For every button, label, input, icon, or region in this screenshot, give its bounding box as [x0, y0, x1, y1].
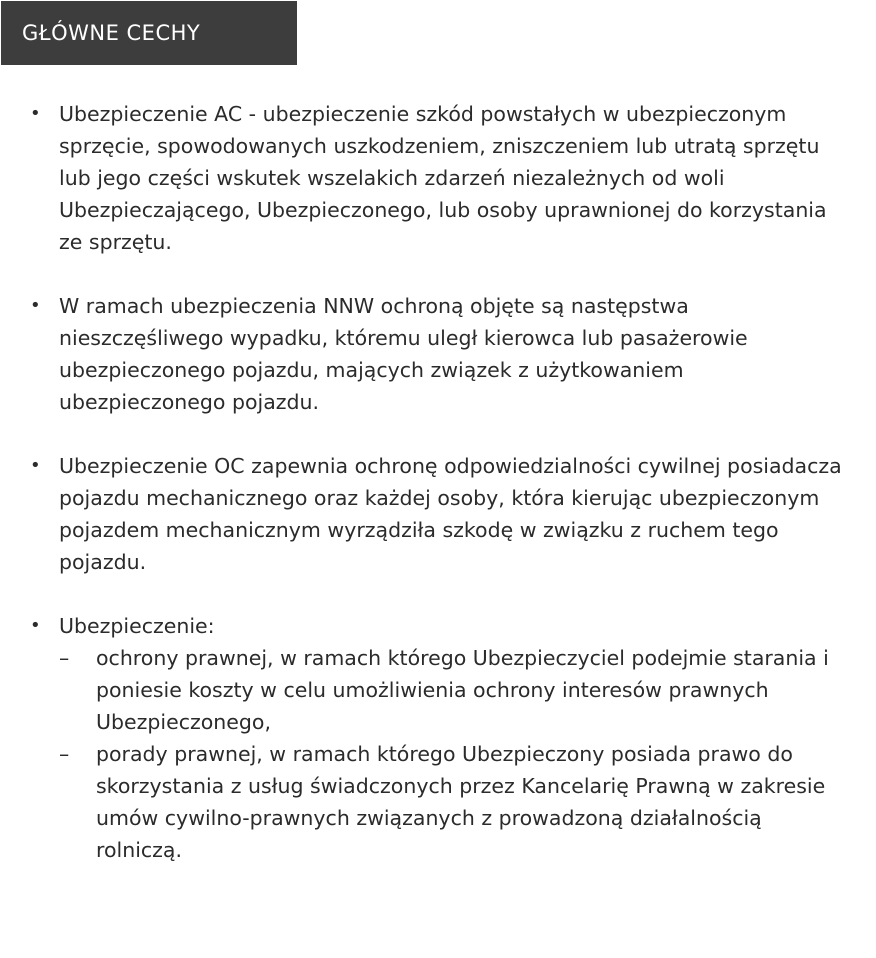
bullet-icon: •	[30, 295, 41, 316]
sub-item-text: ochrony prawnej, w ramach którego Ubezpieczyciel podejmie starania i poniesie koszty w celu umożliwienia ochrony interesów prawnych Ubezpieczonego,	[96, 646, 829, 734]
feature-item-oc	[28, 450, 848, 578]
section-header	[1, 1, 297, 65]
feature-item-legal	[28, 610, 848, 866]
bullet-icon: •	[30, 615, 41, 636]
features-content	[28, 98, 848, 866]
feature-text: Ubezpieczenie AC - ubezpieczenie szkód powstałych w ubezpieczonym sprzęcie, spowodowanych uszkodzeniem, zniszczeniem lub utratą sprzętu lub jego części wskutek wszelakich zdarzeń niezależnych od woli Ubezpieczającego, Ubezpieczonego, lub osoby uprawnionej do korzystania ze sprzętu.	[59, 102, 827, 254]
feature-item-ac	[28, 98, 848, 258]
sub-item-text: porady prawnej, w ramach którego Ubezpieczony posiada prawo do skorzystania z usług świadczonych przez Kancelarię Prawną w zakresie umów cywilno-prawnych związanych z prowadzoną działalnością rolniczą.	[96, 742, 826, 862]
bullet-icon: •	[30, 455, 41, 476]
feature-text: Ubezpieczenie OC zapewnia ochronę odpowiedzialności cywilnej posiadacza pojazdu mechanicznego oraz każdej osoby, która kierując ubezpieczonym pojazdem mechanicznym wyrządziła szkodę w związku z ruchem tego pojazdu.	[59, 454, 842, 574]
features-list	[28, 98, 848, 866]
feature-text: Ubezpieczenie:	[59, 614, 215, 638]
feature-text: W ramach ubezpieczenia NNW ochroną objęte są następstwa nieszczęśliwego wypadku, któremu uległ kierowca lub pasażerowie ubezpieczonego pojazdu, mających związek z użytkowaniem ubezpieczonego pojazdu.	[59, 294, 748, 414]
feature-item-nnw	[28, 290, 848, 418]
legal-sublist	[59, 642, 848, 866]
sub-item-legal-advice	[59, 738, 848, 866]
section-title: GŁÓWNE CECHY	[22, 20, 201, 45]
dash-icon: –	[59, 646, 70, 670]
bullet-icon: •	[30, 103, 41, 124]
sub-item-legal-protection	[59, 642, 848, 738]
dash-icon: –	[59, 742, 70, 766]
